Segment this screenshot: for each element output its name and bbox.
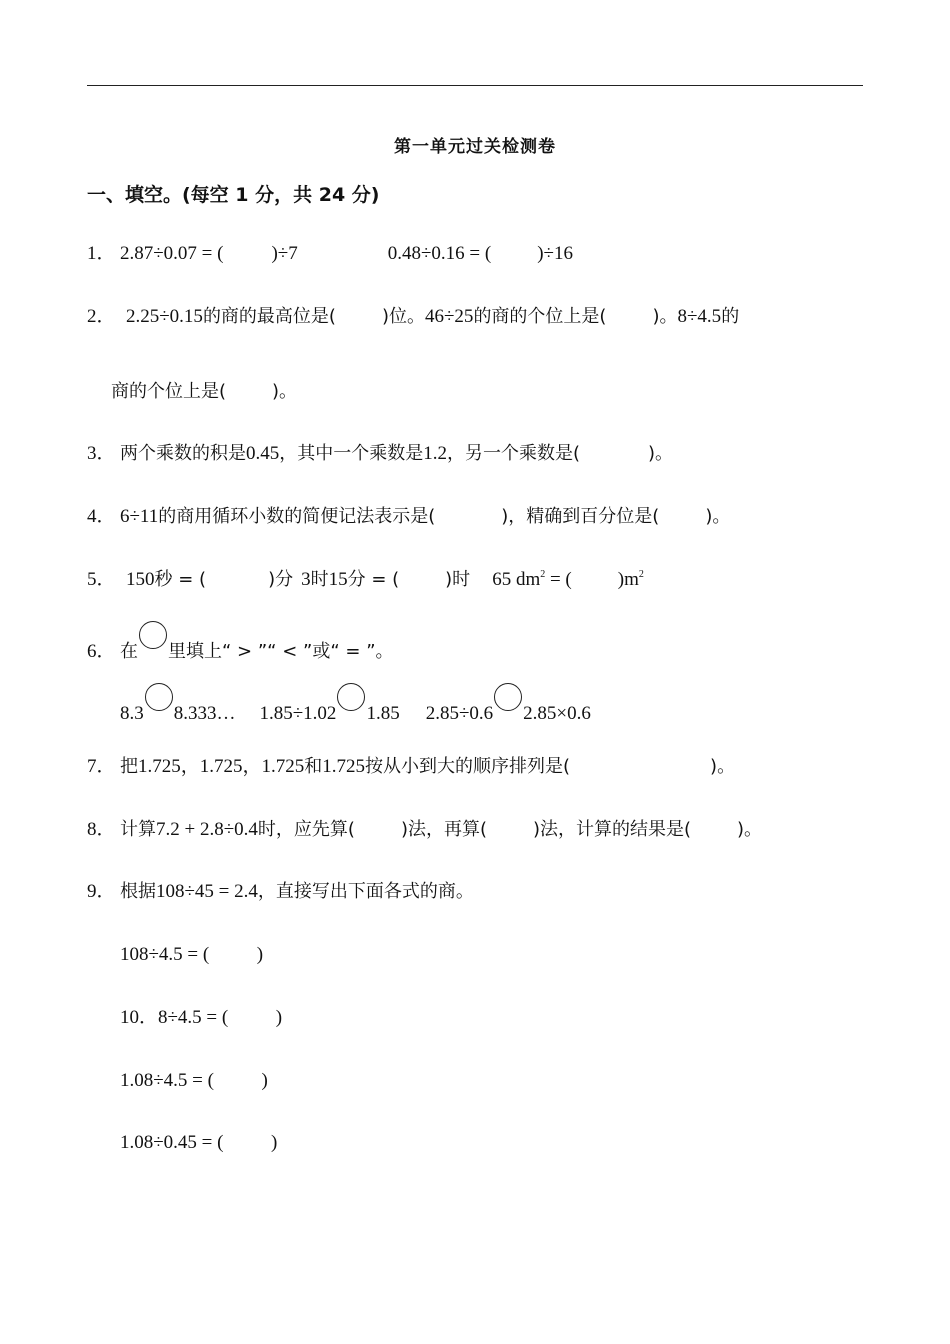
compare-circle-1[interactable] <box>145 683 173 711</box>
page-title: 第一单元过关检测卷 <box>394 137 556 157</box>
expr-3: 1.08÷4.5 = ( ) <box>120 1070 268 1091</box>
question-7: 7． 把1.725，1.725，1.725和1.725按从小到大的顺序排列是( )。 <box>87 756 736 777</box>
expr-4: 1.08÷0.45 = ( ) <box>120 1132 278 1153</box>
question-2-cont: 商的个位上是( )。 <box>111 381 298 402</box>
compare-circle-2[interactable] <box>337 683 365 711</box>
question-5: 5． 150秒 = ( )分 3时15分 = ( )时 65 $dm^2$ = ( )$m^2$ <box>87 569 644 590</box>
question-3: 3． 两个乘数的积是0.45，其中一个乘数是1.2，另一个乘数是( )。 <box>87 443 674 464</box>
question-6-items: 8.3 8.333… 1.85÷1.02 1.85 2.85÷0.6 2.85×0.6 <box>120 693 591 726</box>
top-rule <box>87 85 863 86</box>
question-4: 4． 6÷11的商用循环小数的简便记法表示是( )，精确到百分位是( )。 <box>87 506 731 527</box>
question-2: 2． 2.25÷0.15的商的最高位是( )位。46÷25的商的个位上是( )。8÷4.5的 <box>87 306 740 327</box>
question-8: 8． 计算7.2 + 2.8÷0.4时，应先算( )法，再算( )法，计算的结果是( )。 <box>87 819 763 840</box>
expr-1: 108÷4.5 = ( ) <box>120 944 264 965</box>
expr-2: 10．8÷4.5 = ( ) <box>120 1007 283 1028</box>
question-1: 1． 2.87÷0.07 = ( )÷7 0.48÷0.16 = ( )÷16 <box>87 243 573 264</box>
compare-circle <box>139 621 167 649</box>
section-heading: 一、填空。(每空 1 分，共 24 分) <box>87 184 380 206</box>
question-9: 9． 根据108÷45 = 2.4，直接写出下面各式的商。 <box>87 881 474 902</box>
compare-circle-3[interactable] <box>494 683 522 711</box>
question-6: 6． 在 里填上“ > ”“ < ”或“ = ”。 <box>87 631 394 664</box>
